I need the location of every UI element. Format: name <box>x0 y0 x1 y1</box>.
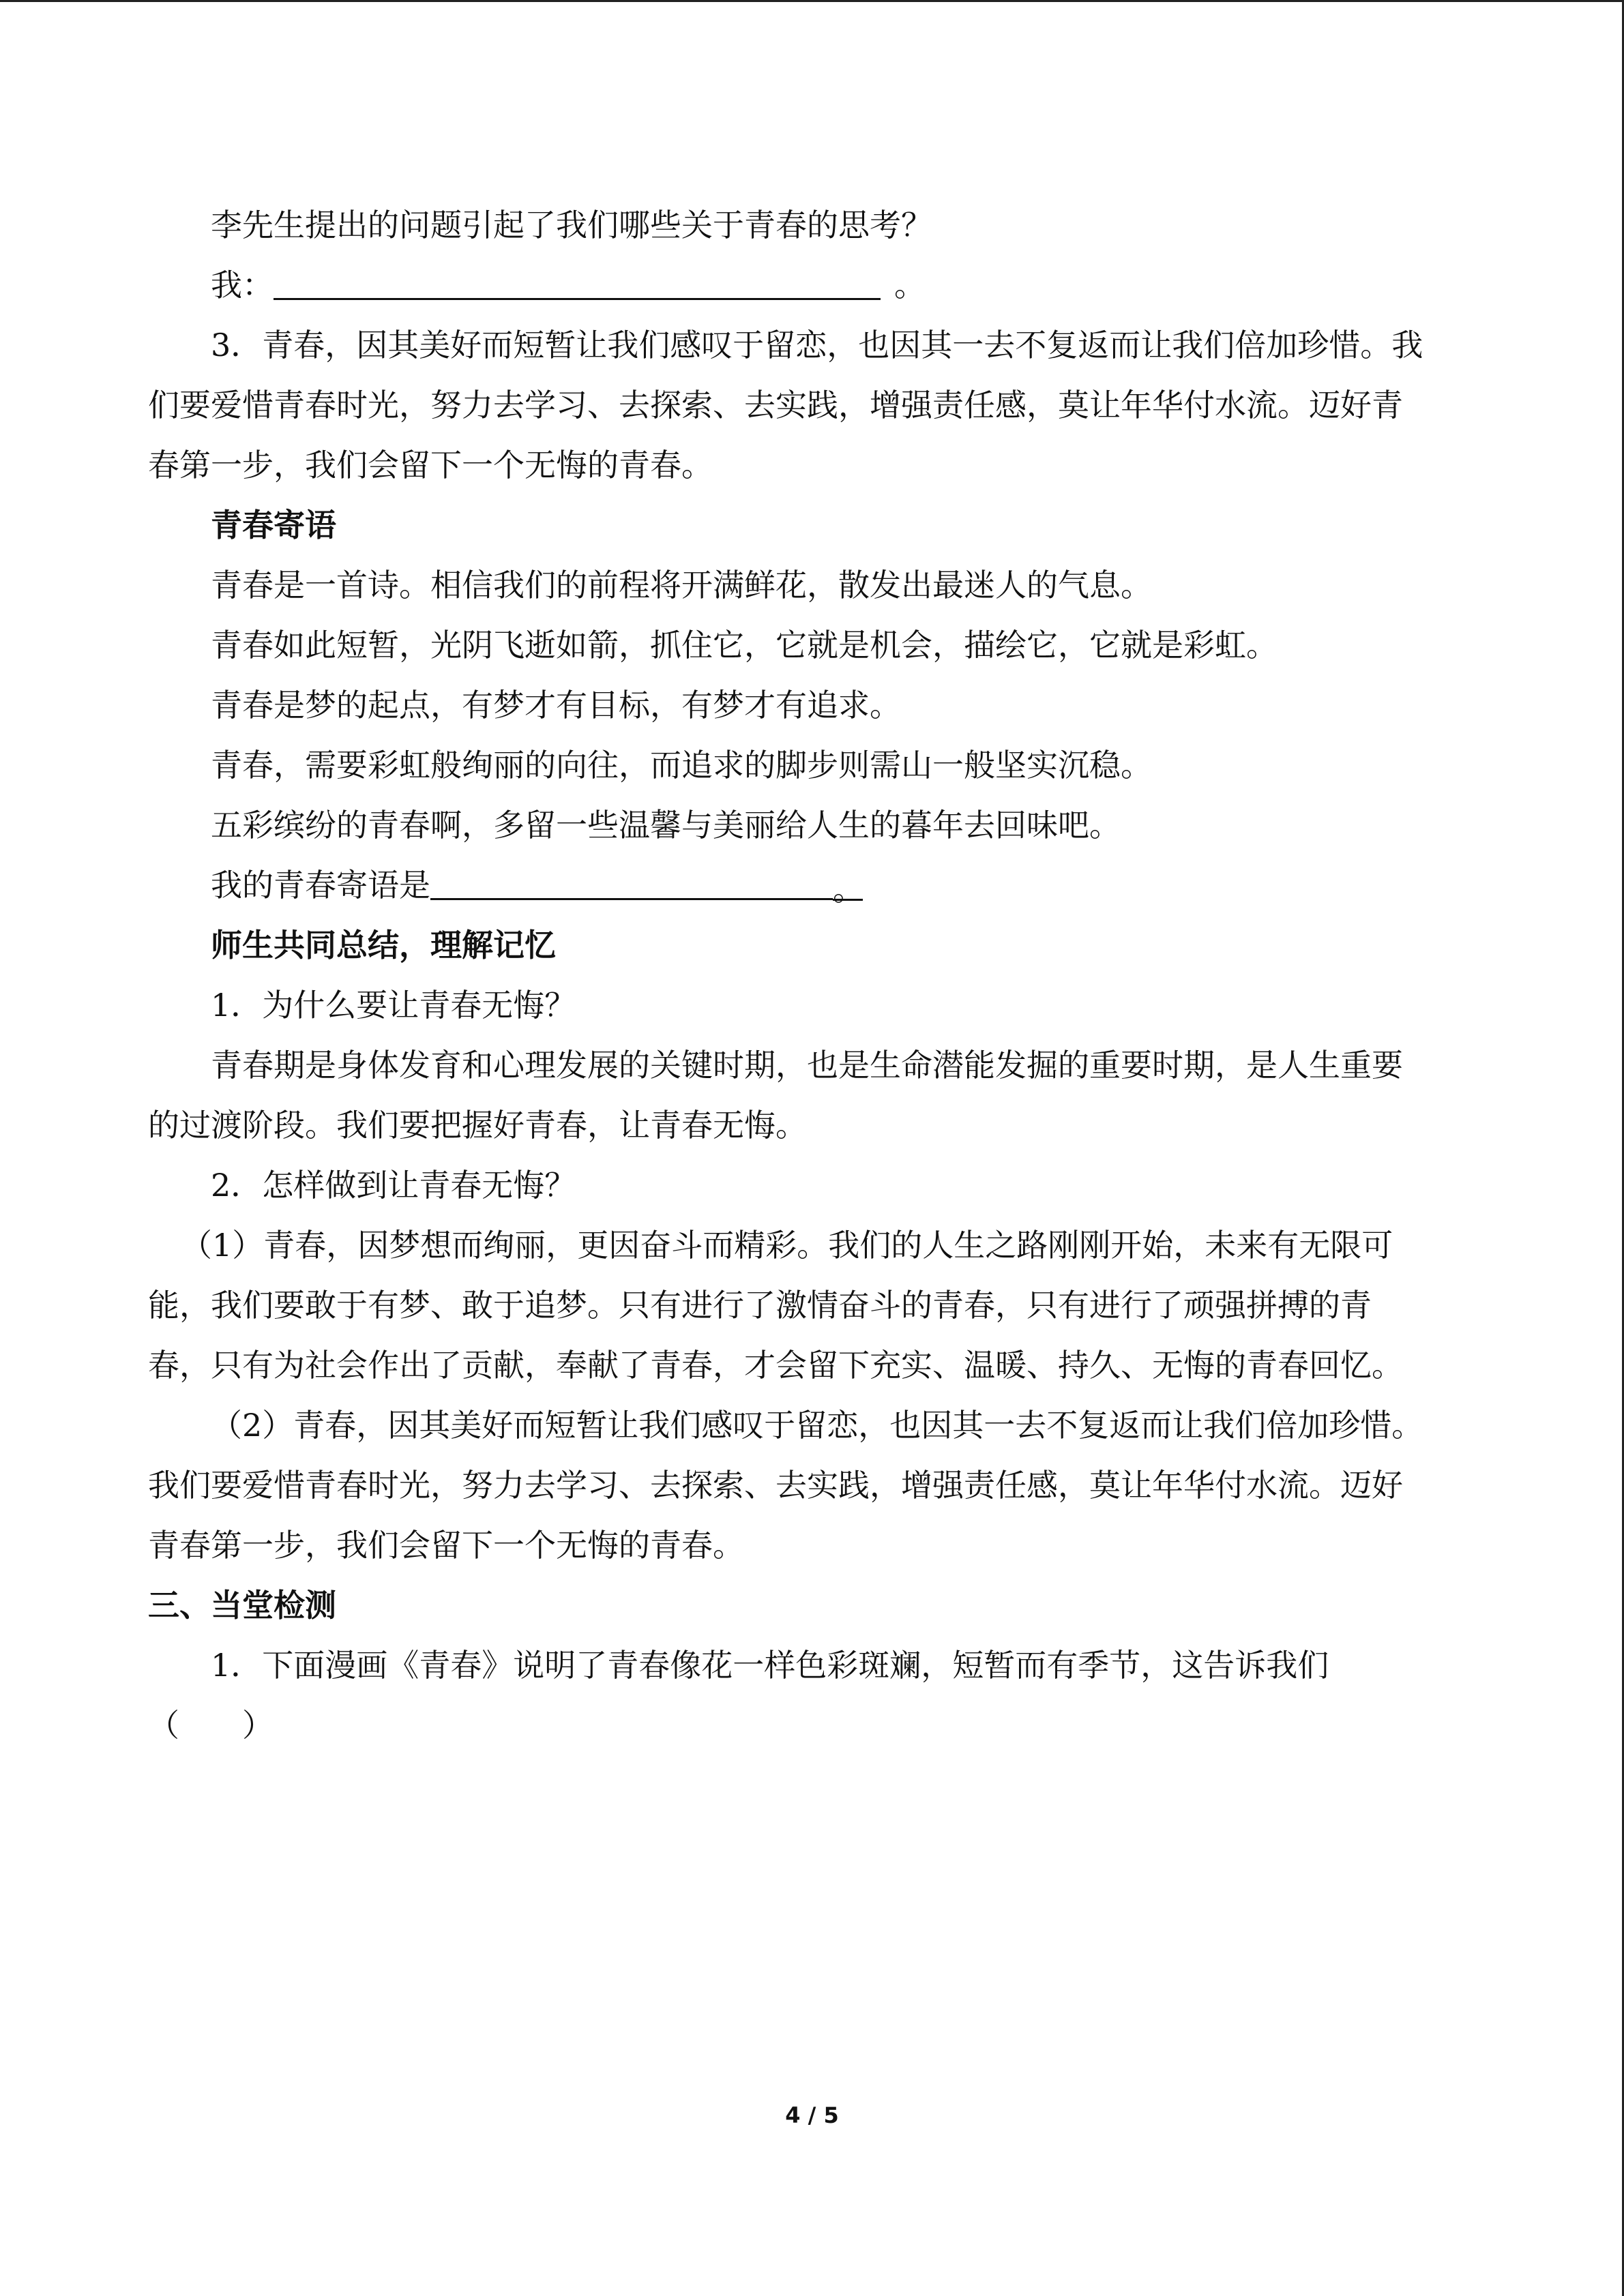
paragraph-line: 能，我们要敢于有梦、敢于追梦。只有进行了激情奋斗的青春，只有进行了顽强拼搏的青 <box>148 1287 1372 1324</box>
answer-blank[interactable] <box>274 268 881 300</box>
test-question: 1．下面漫画《青春》说明了青春像花一样色彩斑斓，短暂而有季节，这告诉我们 <box>211 1647 1329 1684</box>
section-heading-youth-message: 青春寄语 <box>211 507 336 543</box>
paragraph-line: （1）青春，因梦想而绚丽，更因奋斗而精彩。我们的人生之路刚刚开始，未来有无限可 <box>181 1227 1393 1264</box>
question-line: 李先生提出的问题引起了我们哪些关于青春的思考？ <box>211 207 932 243</box>
paragraph-line: 的过渡阶段。我们要把握好青春，让青春无悔。 <box>148 1107 807 1144</box>
message-line: 青春是梦的起点，有梦才有目标，有梦才有追求。 <box>211 687 901 724</box>
answer-line-me <box>211 265 926 305</box>
section-heading-summary: 师生共同总结，理解记忆 <box>211 927 556 964</box>
answer-end: 。 <box>894 267 926 303</box>
answer-label: 我： <box>211 267 274 303</box>
message-line: 五彩缤纷的青春啊，多留一些温馨与美丽给人生的暮年去回味吧。 <box>211 807 1121 844</box>
message-line: 青春是一首诗。相信我们的前程将开满鲜花，散发出最迷人的气息。 <box>211 567 1152 603</box>
paragraph-line: 青春第一步，我们会留下一个无悔的青春。 <box>148 1527 744 1564</box>
paragraph-line: 青春期是身体发育和心理发展的关键时期，也是生命潜能发掘的重要时期，是人生重要 <box>211 1047 1403 1084</box>
paragraph-line: 3．青春，因其美好而短暂让我们感叹于留恋，也因其一去不复返而让我们倍加珍惜。我 <box>211 327 1423 363</box>
paragraph-line: 们要爱惜青春时光，努力去学习、去探索、去实践，增强责任感，莫让年华付水流。迈好青 <box>148 387 1403 423</box>
paragraph-line: 春第一步，我们会留下一个无悔的青春。 <box>148 447 713 483</box>
my-message-blank[interactable] <box>430 868 833 900</box>
message-line: 青春，需要彩虹般绚丽的向往，而追求的脚步则需山一般坚实沉稳。 <box>211 747 1152 784</box>
top-border-line <box>0 0 1624 2</box>
paragraph-line: 春，只有为社会作出了贡献，奉献了青春，才会留下充实、温暖、持久、无悔的青春回忆。 <box>148 1347 1403 1384</box>
summary-question: 1．为什么要让青春无悔？ <box>211 987 576 1024</box>
my-message-label: 我的青春寄语是 <box>211 867 430 904</box>
my-message-end: 。 <box>833 869 863 901</box>
message-line: 青春如此短暂，光阴飞逝如箭，抓住它，它就是机会，描绘它，它就是彩虹。 <box>211 627 1278 664</box>
summary-question: 2．怎样做到让青春无悔？ <box>211 1167 576 1204</box>
section-heading-in-class-test: 三、当堂检测 <box>148 1587 336 1624</box>
answer-bracket[interactable]: （ ） <box>148 1707 274 1744</box>
my-message-line <box>211 865 863 906</box>
paragraph-line: 我们要爱惜青春时光，努力去学习、去探索、去实践，增强责任感，莫让年华付水流。迈好 <box>148 1467 1403 1504</box>
paragraph-line: （2）青春，因其美好而短暂让我们感叹于留恋，也因其一去不复返而让我们倍加珍惜。 <box>211 1407 1423 1444</box>
page-number: 4 / 5 <box>785 2102 839 2128</box>
